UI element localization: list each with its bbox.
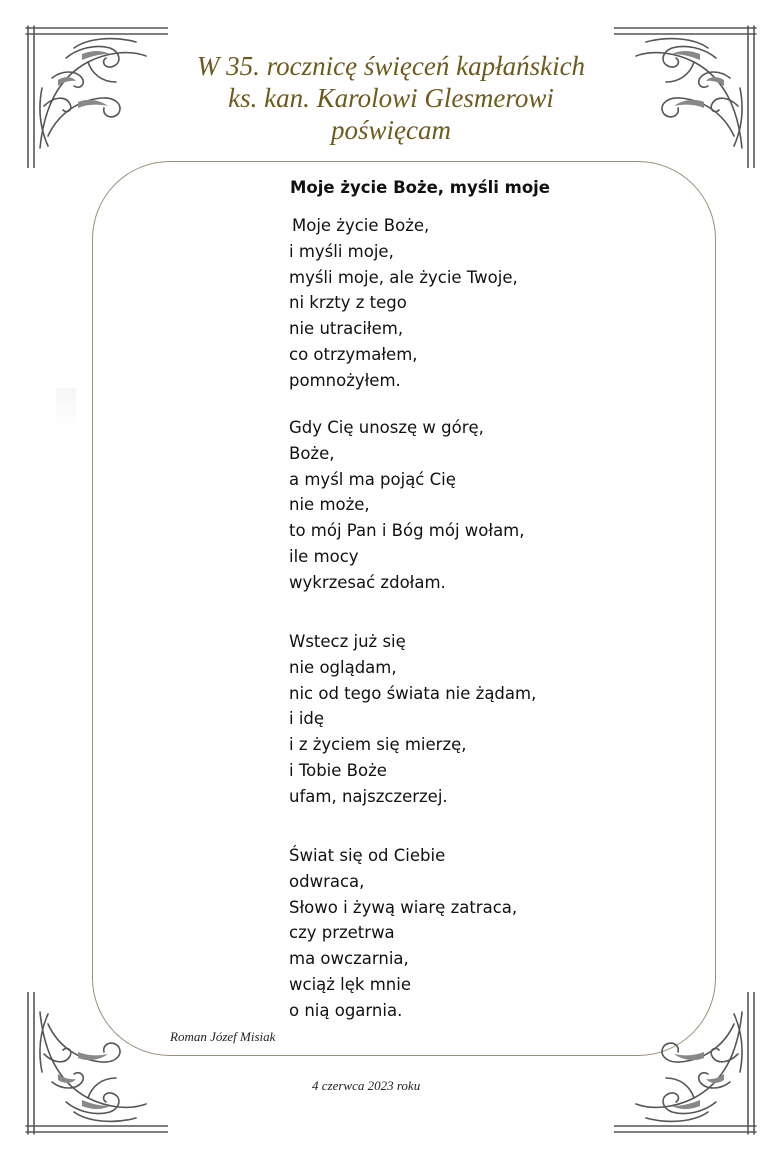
- poem-line: nie może,: [289, 495, 370, 515]
- author-signature: Roman Józef Misiak: [170, 1029, 276, 1044]
- poem-line: i Tobie Boże: [289, 760, 387, 780]
- poem-line: Boże,: [289, 443, 335, 463]
- poem-line: wykrzesać zdołam.: [289, 572, 446, 592]
- acanthus-ornament-icon: [18, 18, 168, 168]
- poem-title: Moje życie Boże, myśli moje: [290, 178, 550, 197]
- poem-line: pomnożyłem.: [289, 370, 401, 390]
- acanthus-ornament-icon: [18, 992, 168, 1142]
- corner-ornament-bottom-left: [18, 992, 168, 1142]
- poem-line: Świat się od Ciebie: [289, 846, 446, 865]
- dedication-line-1: W 35. rocznicę święceń kapłańskich: [196, 51, 586, 81]
- poem-line: ni krzty z tego: [289, 293, 407, 313]
- acanthus-ornament-icon: [614, 992, 764, 1142]
- poem-line: Słowo i żywą wiarę zatraca,: [289, 897, 518, 917]
- poem-line: to mój Pan i Bóg mój wołam,: [289, 521, 525, 541]
- poem-line: o nią ogarnia.: [289, 1000, 403, 1020]
- stanza-3: [289, 629, 536, 810]
- scan-artifact: [56, 388, 76, 424]
- poem-line: nic od tego świata nie żądam,: [289, 683, 537, 703]
- stanza-2: [289, 415, 525, 596]
- poem-line: ufam, najszczerzej.: [289, 786, 448, 806]
- poem-line: Moje życie Boże,: [292, 216, 430, 235]
- dedication-line-3: poświęcam: [331, 115, 451, 145]
- poem-line: Wstecz już się: [289, 632, 406, 651]
- date-line: 4 czerwca 2023 roku: [312, 1078, 421, 1093]
- stanza-1: [289, 213, 518, 394]
- poem-line: ma owczarnia,: [289, 949, 409, 969]
- poem-line: nie oglądam,: [289, 657, 397, 677]
- poem-line: Gdy Cię unoszę w górę,: [289, 418, 484, 437]
- poem-line: co otrzymałem,: [289, 344, 418, 364]
- corner-ornament-top-left: [18, 18, 168, 168]
- corner-ornament-bottom-right: [614, 992, 764, 1142]
- poem-line: nie utraciłem,: [289, 319, 404, 339]
- corner-ornament-top-right: [614, 18, 764, 168]
- stanza-4: [289, 843, 517, 1024]
- acanthus-ornament-icon: [614, 18, 764, 168]
- poem-line: odwraca,: [289, 871, 365, 891]
- poem-line: i myśli moje,: [289, 241, 394, 261]
- poem-line: czy przetrwa: [289, 923, 395, 943]
- poem-line: myśli moje, ale życie Twoje,: [289, 267, 518, 287]
- dedication-line-2: ks. kan. Karolowi Glesmerowi: [228, 83, 554, 113]
- poem-line: i z życiem się mierzę,: [289, 735, 467, 755]
- poem-line: a myśl ma pojąć Cię: [289, 469, 456, 489]
- poem-line: ile mocy: [289, 546, 359, 566]
- poem-line: i idę: [289, 709, 325, 729]
- poem-line: wciąż lęk mnie: [289, 974, 411, 994]
- dedication-heading: [150, 50, 632, 146]
